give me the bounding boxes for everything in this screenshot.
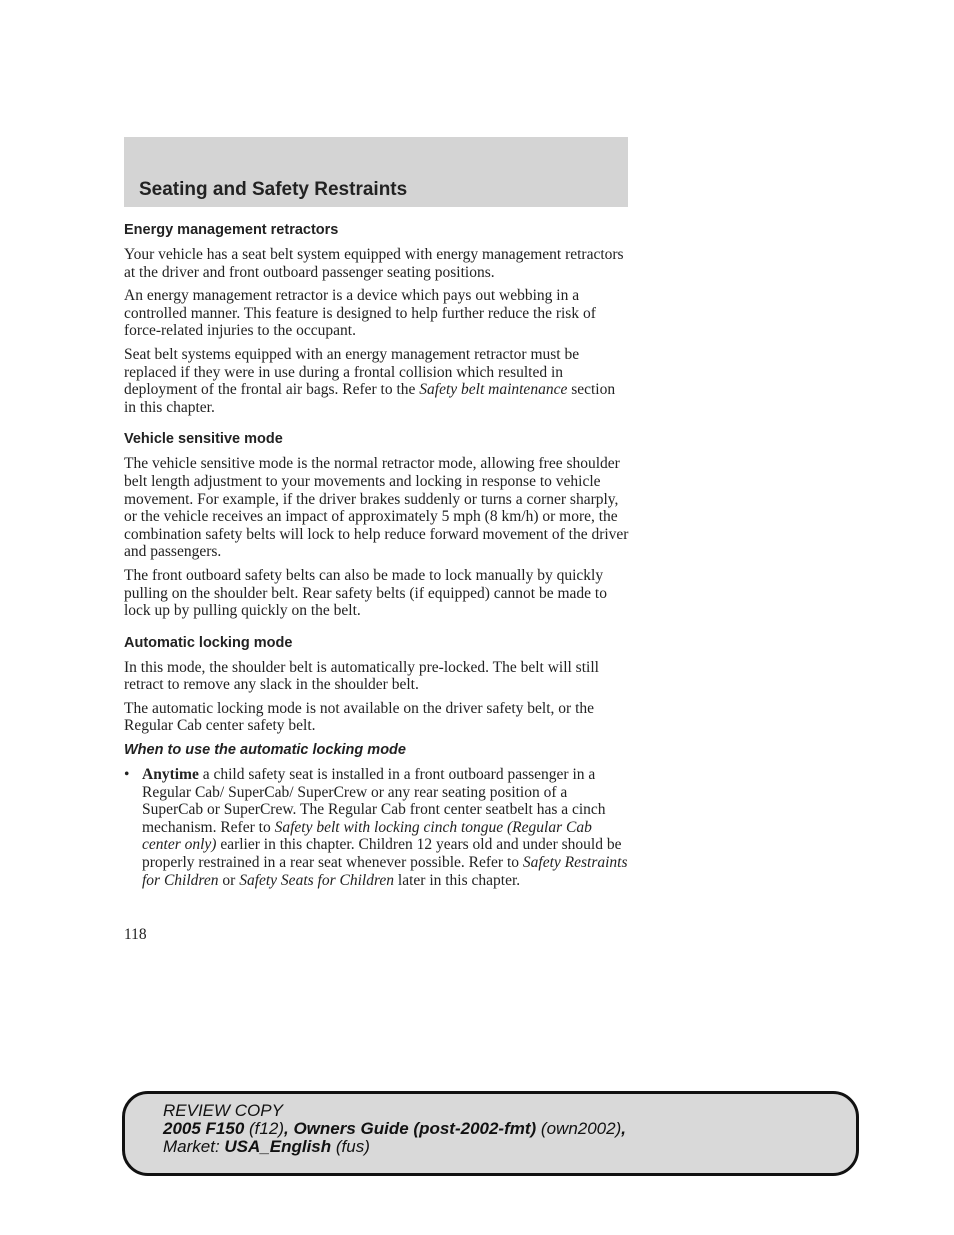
bullet-marker: • [124, 766, 130, 784]
cross-reference: Safety Restraints for Children [142, 854, 628, 889]
bullet-lead: Anytime [142, 766, 199, 784]
text: later in this chapter. [394, 871, 521, 889]
page-title: Seating and Safety Restraints [139, 179, 408, 200]
paragraph: In this mode, the shoulder belt is automatically pre-locked. The belt will still retract to remove any slack in the shoulder belt. [124, 658, 599, 694]
heading-vehicle-sensitive-mode: Vehicle sensitive mode [124, 431, 283, 448]
cross-reference: Safety belt with locking cinch tongue (Regular Cab center only) [142, 818, 592, 854]
heading-automatic-locking-mode: Automatic locking mode [124, 634, 293, 651]
text: section in this chapter. [124, 381, 616, 416]
paragraph: An energy management retractor is a device which pays out webbing in a controlled manner. This feature is designed to help further reduce the risk of force-related injuries to the occupant. [124, 287, 596, 340]
paragraph: The automatic locking mode is not available on the driver safety belt, or the Regular Cab center safety belt. [124, 699, 595, 735]
text: or [218, 871, 240, 889]
footer-market: USA_English [224, 1137, 332, 1156]
section-header-band [124, 137, 628, 207]
list-item [124, 766, 630, 889]
footer-market-code: (fus) [331, 1137, 370, 1156]
heading-energy-management-retractors: Energy management retractors [124, 222, 339, 238]
footer-model: 2005 F150 [163, 1119, 245, 1138]
footer-line-market [163, 1138, 626, 1156]
footer-line-model [163, 1120, 626, 1138]
text: Seat belt systems equipped with an energy management retractor must be replaced if they were in use during a frontal collision which resulted in deployment of the frontal air bags. Refer to the [124, 345, 580, 399]
paragraph: The front outboard safety belts can also be made to lock manually by quickly pulling on the shoulder belt. Rear safety belts (if equipped) cannot be made to lock up by pulling quickly on the belt. [124, 566, 607, 620]
footer-market-label: Market: [163, 1137, 225, 1156]
page-content [124, 221, 630, 889]
subheading-when-to-use: When to use the automatic locking mode [124, 742, 406, 759]
footer-sep: , [621, 1119, 626, 1138]
paragraph [124, 346, 630, 416]
text: earlier in this chapter. Children 12 years old and under should be properly restrained in a rear seat whenever possible. Refer to [142, 836, 622, 872]
review-copy-footer [122, 1091, 859, 1176]
footer-sep: , [283, 1119, 294, 1138]
footer-model-code: (f12) [244, 1119, 284, 1138]
text: a child safety seat is installed in a front outboard passenger in a Regular Cab/ SuperCab/ SuperCrew or any rear seating position of a SuperCab or SuperCrew. The Regular Cab front center seatbelt has a cinch mechanism. Refer to [142, 766, 606, 836]
footer-line-review: REVIEW COPY [163, 1101, 283, 1120]
footer-guide: Owners Guide (post-2002-fmt) [293, 1119, 537, 1138]
cross-reference: Safety belt maintenance [419, 381, 568, 399]
footer-guide-code: (own2002) [536, 1119, 622, 1138]
paragraph: Your vehicle has a seat belt system equipped with energy management retractors at the driver and front outboard passenger seating positions. [124, 246, 624, 281]
page-number: 118 [124, 926, 147, 943]
cross-reference: Safety Seats for Children [239, 871, 395, 889]
footer-text [163, 1102, 626, 1156]
paragraph: The vehicle sensitive mode is the normal retractor mode, allowing free shoulder belt length adjustment to your movements and locking in response to vehicle movement. For example, if the driver brakes suddenly or turns a corner sharply, or the vehicle receives an impact of approximately 5 mph (8 km/h) or more, the combination safety belts will lock to help reduce forward movement of the driver and passengers. [124, 455, 629, 561]
